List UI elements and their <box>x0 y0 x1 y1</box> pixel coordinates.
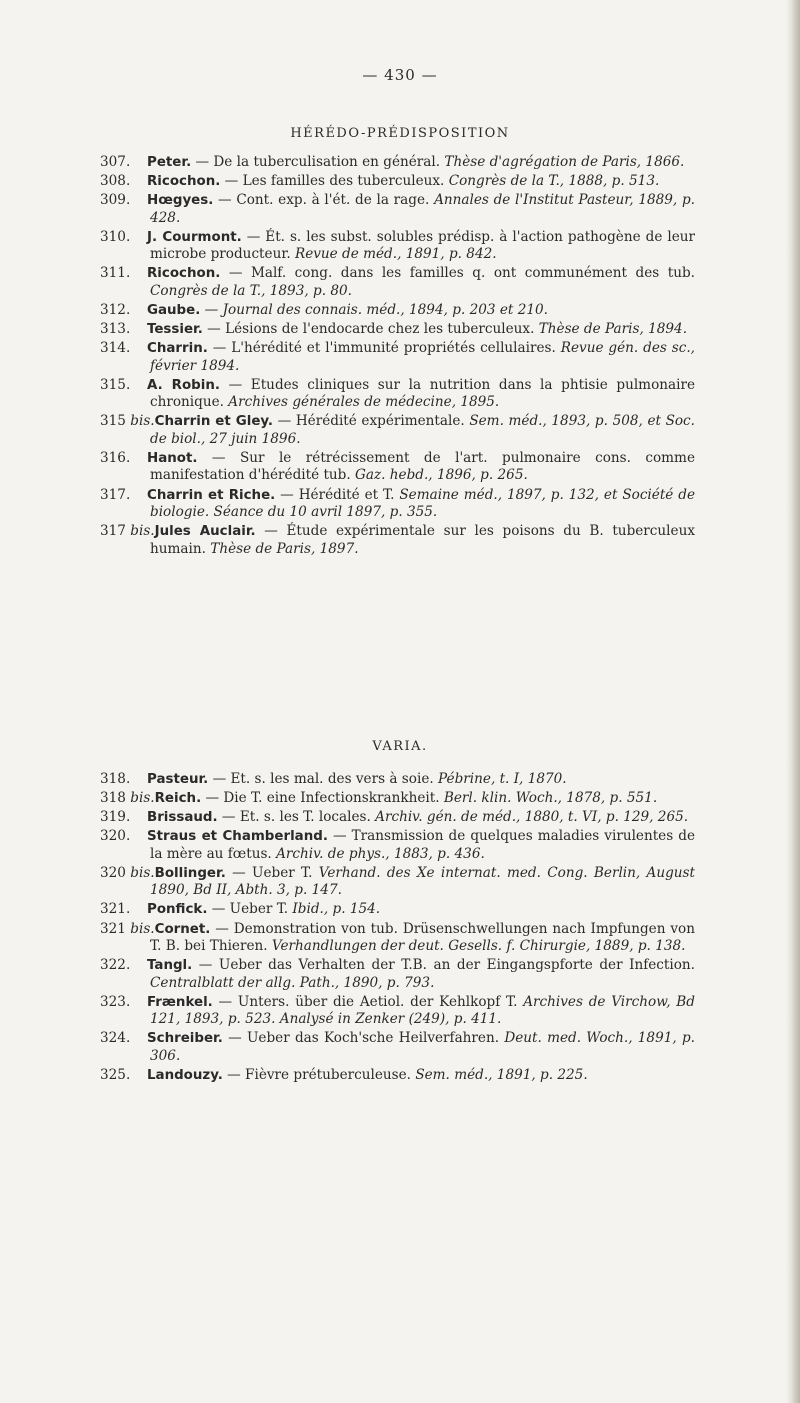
entry-number-value: 314. <box>100 340 131 357</box>
entry-title: — Etudes cliniques sur la nutrition dans la phtisie pulmonaire chronique. <box>150 376 695 411</box>
entry-number <box>100 790 155 808</box>
entry-author: Tessier. <box>147 322 203 338</box>
entry-number-value: 323. <box>100 993 131 1010</box>
bibliography-entry <box>0 450 800 485</box>
entry-number <box>100 957 147 975</box>
entry-title: — Hérédité et T. <box>275 486 400 503</box>
entry-source: Annales de l'Institut Pasteur, 1889, p. 428. <box>150 192 695 226</box>
entry-number <box>100 1067 147 1085</box>
bibliography-entry <box>0 377 800 412</box>
section-title-varia: VARIA. <box>372 739 428 754</box>
entry-title: — Die T. eine Infectionskrankheit. <box>201 790 444 807</box>
entry-author: Landouzy. <box>147 1067 223 1083</box>
bibliography-entry <box>0 192 800 227</box>
entry-source: Deut. med. Woch., 1891, p. 306. <box>150 1030 695 1064</box>
entry-source: Thèse d'agrégation de Paris, 1866. <box>444 154 685 170</box>
entry-number <box>100 828 147 846</box>
bibliography-entry <box>0 828 800 863</box>
entry-title: — <box>200 301 223 318</box>
entry-number-value: 309. <box>100 192 131 209</box>
entry-title: — De la tuberculisation en général. <box>191 154 445 170</box>
entry-source: Journal des connais. méd., 1894, p. 203 et 210. <box>222 301 548 318</box>
bibliography-entry <box>0 957 800 992</box>
entry-number <box>100 809 147 827</box>
entry-title: — Malf. cong. dans les familles q. ont communément des tub. <box>220 265 695 282</box>
entry-author: Pasteur. <box>147 772 209 787</box>
entry-number-bis: bis. <box>125 920 155 937</box>
entry-number <box>100 901 147 919</box>
entry-number-value: 312. <box>100 301 131 318</box>
entry-source: Sem. méd., 1893, p. 508, et Soc. de biol., 27 juin 1896. <box>150 413 695 447</box>
entry-source: Revue de méd., 1891, p. 842. <box>294 246 497 263</box>
entry-number-value: 319. <box>100 809 131 826</box>
entry-number <box>100 865 155 883</box>
entry-author: Tangl. <box>147 958 193 974</box>
entry-source: Thèse de Paris, 1894. <box>538 321 688 338</box>
entry-number-value: 320. <box>100 828 131 845</box>
entry-title: — Les familles des tuberculeux. <box>220 173 449 190</box>
entry-number-bis: bis. <box>125 790 155 807</box>
entry-number-value: 324. <box>100 1030 131 1047</box>
bibliography-entry <box>0 790 800 808</box>
bibliography-entry <box>0 302 800 320</box>
entry-source: Pébrine, t. I, 1870. <box>438 771 567 787</box>
entry-number-value: 318 <box>100 790 126 807</box>
entry-title: — Hérédité expérimentale. <box>273 413 470 430</box>
entry-author: Charrin. <box>147 341 208 357</box>
entry-number-value: 315 <box>100 413 126 430</box>
entry-number-bis: bis. <box>125 413 155 430</box>
entry-number <box>100 487 147 505</box>
bibliography-entry <box>0 229 800 264</box>
bibliography-entry <box>0 809 800 827</box>
entry-title: — Sur le rétrécissement de l'art. pulmonaire cons. comme manifestation d'hérédité tub. <box>150 449 695 484</box>
entry-source: Archiv. de phys., 1883, p. 436. <box>276 845 485 862</box>
page-number: — 430 — <box>362 66 438 84</box>
entry-title: — L'hérédité et l'immunité propriétés cellulaires. <box>207 340 561 357</box>
bibliography-entry <box>0 771 800 789</box>
entry-author: Ricochon. <box>147 174 221 190</box>
entry-number-value: 318. <box>100 771 131 787</box>
entry-number-value: 321. <box>100 901 131 918</box>
entry-number <box>100 450 147 468</box>
entry-number-value: 320 <box>100 864 126 881</box>
bibliography-entry <box>0 413 800 448</box>
entry-number <box>100 173 147 191</box>
entry-number <box>100 192 147 210</box>
entry-title: — Lésions de l'endocarde chez les tuberculeux. <box>202 321 539 338</box>
bibliography-entry <box>0 1030 800 1065</box>
entry-source: Sem. méd., 1891, p. 225. <box>415 1066 588 1083</box>
entry-source: Archives générales de médecine, 1895. <box>228 394 500 411</box>
entry-number-value: 310. <box>100 228 131 245</box>
section-title-heredo-predisposition: HÉRÉDO-PRÉDISPOSITION <box>290 126 510 141</box>
bibliography-entry <box>0 487 800 522</box>
entry-title: — Cont. exp. à l'ét. de la rage. <box>213 192 435 209</box>
entry-number-value: 317 <box>100 523 126 540</box>
entry-title: — Ét. s. les subst. solubles prédisp. à l'action pathogène de leur microbe producteur. <box>150 228 695 263</box>
entry-author: Frænkel. <box>147 994 213 1010</box>
bibliography-list-heredo <box>0 154 800 560</box>
entry-source: Congrès de la T., 1888, p. 513. <box>448 173 660 190</box>
entry-author: Gaube. <box>147 302 201 318</box>
bibliography-entry <box>0 265 800 300</box>
entry-title: — Demonstration von tub. Drüsenschwellungen nach Impfungen von T. B. bei Thieren. <box>150 920 695 955</box>
entry-number <box>100 229 147 247</box>
entry-number <box>100 921 155 939</box>
bibliography-entry <box>0 154 800 172</box>
entry-number <box>100 265 147 283</box>
entry-number-bis: bis. <box>125 523 155 540</box>
entry-number-value: 311. <box>100 265 131 282</box>
entry-number-value: 315. <box>100 376 131 393</box>
entry-number-value: 325. <box>100 1066 131 1083</box>
entry-number <box>100 154 147 172</box>
entry-number <box>100 302 147 320</box>
entry-title: — Fièvre prétuberculeuse. <box>222 1066 416 1083</box>
bibliography-list-varia <box>0 771 800 1086</box>
entry-title: — Ueber das Koch'sche Heilverfahren. <box>222 1030 505 1047</box>
entry-source: Archiv. gén. de méd., 1880, t. VI, p. 129, 265. <box>375 809 689 826</box>
entry-source: Archives de Virchow, Bd 121, 1893, p. 523. Analysé in Zenker (249), p. 411. <box>150 993 695 1028</box>
entry-author: Hanot. <box>147 450 198 466</box>
entry-source: Semaine méd., 1897, p. 132, et Société de biologie. Séance du 10 avril 1897, p. 355. <box>150 486 695 521</box>
entry-number <box>100 413 155 431</box>
entry-title: — Étude expérimentale sur les poisons du B. tuberculeux humain. <box>150 523 695 557</box>
entry-source: Revue gén. des sc., février 1894. <box>150 340 695 374</box>
entry-number <box>100 321 147 339</box>
bibliography-entry <box>0 1067 800 1085</box>
entry-source: Gaz. hebd., 1896, p. 265. <box>355 467 528 484</box>
entry-number-value: 307. <box>100 154 131 170</box>
entry-author: Charrin et Gley. <box>154 414 273 430</box>
entry-author: Peter. <box>147 155 192 170</box>
entry-source: Ibid., p. 154. <box>292 901 381 918</box>
bibliography-entry <box>0 321 800 339</box>
entry-author: Jules Auclair. <box>154 524 256 540</box>
entry-title: — Et. s. les mal. des vers à soie. <box>208 771 439 787</box>
entry-author: Straus et Chamberland. <box>147 829 328 845</box>
entry-number <box>100 771 147 789</box>
bibliography-entry <box>0 173 800 191</box>
entry-title: — Transmission de quelques maladies virulentes de la mère au fœtus. <box>150 828 696 862</box>
entry-source: Berl. klin. Woch., 1878, p. 551. <box>443 790 658 807</box>
entry-number-bis: bis. <box>125 864 155 881</box>
entry-author: Brissaud. <box>147 810 218 826</box>
entry-number-value: 313. <box>100 321 131 338</box>
entry-author: J. Courmont. <box>147 229 242 245</box>
entry-title: — Et. s. les T. locales. <box>217 809 376 826</box>
entry-number <box>100 994 147 1012</box>
entry-author: Hœgyes. <box>147 193 214 209</box>
entry-author: Charrin et Riche. <box>147 487 276 503</box>
entry-title: — Ueber T. <box>207 901 293 918</box>
entry-number <box>100 1030 147 1048</box>
bibliography-entry <box>0 340 800 375</box>
entry-title: — Ueber T. <box>225 864 319 881</box>
bibliography-entry <box>0 523 800 558</box>
entry-source: Thèse de Paris, 1897. <box>210 540 359 557</box>
entry-number-value: 308. <box>100 173 131 190</box>
entry-number-value: 322. <box>100 957 131 974</box>
entry-author: Reich. <box>154 791 202 807</box>
entry-author: Ricochon. <box>147 266 221 282</box>
entry-author: Ponfick. <box>147 902 208 918</box>
entry-number-value: 317. <box>100 486 131 503</box>
bibliography-entry <box>0 865 800 900</box>
bibliography-entry <box>0 921 800 956</box>
entry-source: Verhand. des Xe internat. med. Cong. Berlin, August 1890, Bd II, Abth. 3, p. 147. <box>150 864 695 899</box>
entry-number <box>100 340 147 358</box>
entry-number-value: 321 <box>100 920 126 937</box>
bibliography-entry <box>0 901 800 919</box>
entry-title: — Ueber das Verhalten der T.B. an der Eingangspforte der Infection. <box>192 957 695 974</box>
entry-number <box>100 523 155 541</box>
entry-author: Schreiber. <box>147 1031 223 1047</box>
entry-title: — Unters. über die Aetiol. der Kehlkopf T. <box>212 993 524 1010</box>
entry-author: Bollinger. <box>154 865 226 881</box>
entry-source: Congrès de la T., 1893, p. 80. <box>150 282 352 299</box>
entry-source: Verhandlungen der deut. Gesells. f. Chirurgie, 1889, p. 138. <box>271 938 686 955</box>
entry-author: Cornet. <box>154 921 211 937</box>
entry-number-value: 316. <box>100 449 131 466</box>
entry-source: Centralblatt der allg. Path., 1890, p. 793. <box>150 974 435 991</box>
entry-number <box>100 377 147 395</box>
entry-author: A. Robin. <box>147 377 220 393</box>
bibliography-entry <box>0 994 800 1029</box>
